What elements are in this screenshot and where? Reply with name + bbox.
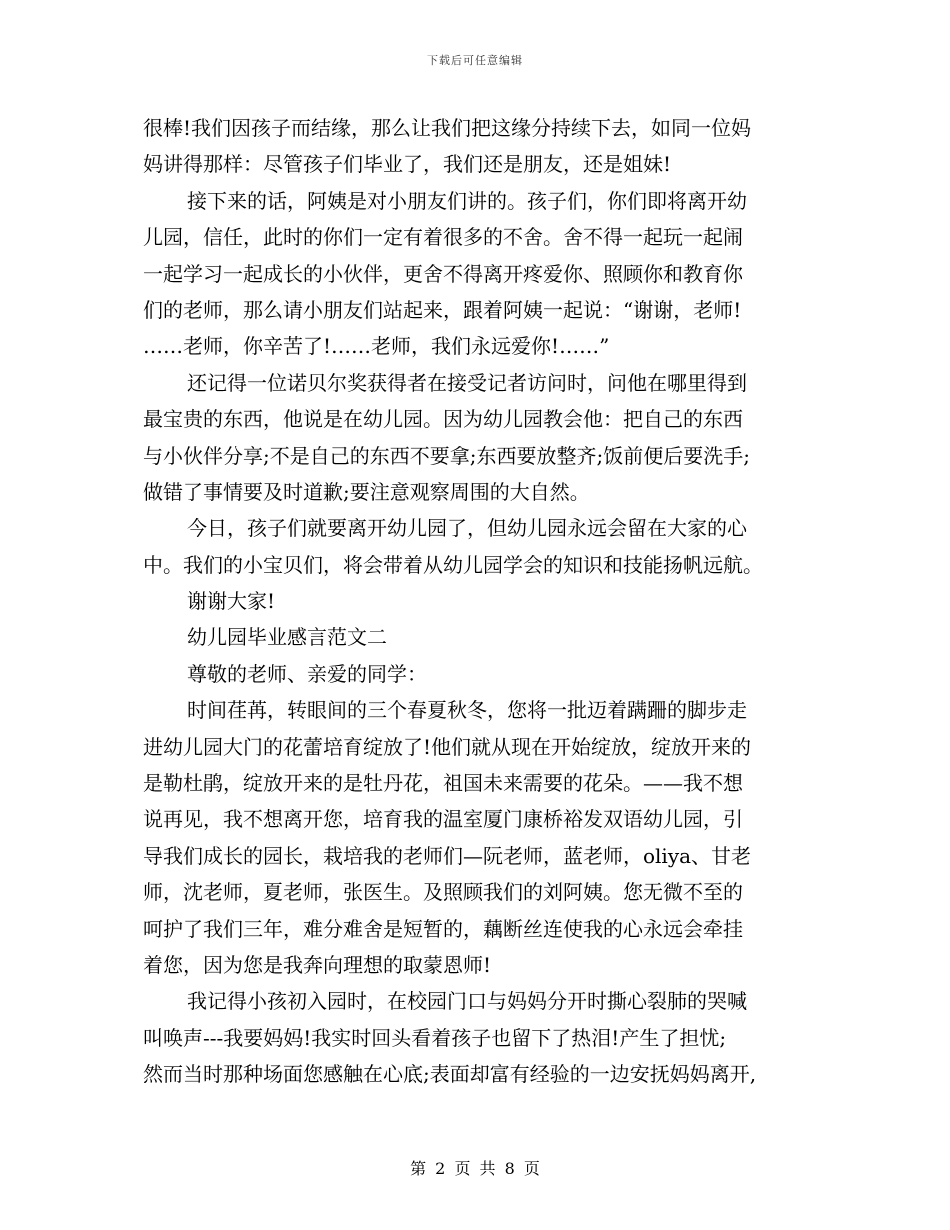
text-line: 接下来的话，阿姨是对小朋友们讲的。孩子们，你们即将离开幼 (187, 188, 747, 213)
text-line: 与小伙伴分享;不是自己的东西不要拿;东西要放整齐;饭前便后要洗手; (143, 443, 750, 468)
text-line: 我记得小孩初入园时，在校园门口与妈妈分开时撕心裂肺的哭喊 (187, 989, 747, 1014)
text-line: 叫唤声---我要妈妈!我实时回头看着孩子也留下了热泪!产生了担忧; (143, 1025, 727, 1050)
text-line: 很棒!我们因孩子而结缘，那么让我们把这缘分持续下去，如同一位妈 (143, 116, 752, 140)
text-line: 进幼儿园大门的花蕾培育绽放了!他们就从现在开始绽放，绽放开来的 (143, 734, 752, 759)
text-line: 呵护了我们三年，难分难舍是短暂的，藕断丝连使我的心永远会牵挂 (143, 916, 743, 941)
text-line: 导我们成长的园长，栽培我的老师们—阮老师，蓝老师，oliya、甘老 (143, 843, 752, 868)
text-line: 师，沈老师，夏老师，张医生。及照顾我们的刘阿姨。您无微不至的 (143, 880, 743, 905)
page-footer: 第 2 页 共 8 页 (410, 1159, 540, 1178)
text-line: 一起学习一起成长的小伙伴，更舍不得离开疼爱你、照顾你和教育你 (143, 261, 743, 286)
text-line: 妈讲得那样：尽管孩子们毕业了，我们还是朋友，还是姐妹! (143, 152, 672, 177)
text-line: 中。我们的小宝贝们，将会带着从幼儿园学会的知识和技能扬帆远航。 (143, 552, 763, 577)
text-line: 时间荏苒，转眼间的三个春夏秋冬，您将一批迈着蹒跚的脚步走 (187, 698, 747, 723)
document-body (143, 110, 809, 1093)
text-line: 幼儿园毕业感言范文二 (187, 625, 387, 650)
text-line: ……老师，你辛苦了!……老师，我们永远爱你!……” (143, 334, 610, 359)
text-line: 们的老师，那么请小朋友们站起来，跟着阿姨一起说：“谢谢，老师! (143, 297, 742, 322)
text-line: 做错了事情要及时道歉;要注意观察周围的大自然。 (143, 479, 590, 504)
text-line: 谢谢大家! (187, 589, 276, 614)
text-line: 是勒杜鹃，绽放开来的是牡丹花，祖国未来需要的花朵。——我不想 (143, 771, 743, 796)
text-line: 今日，孩子们就要离开幼儿园了，但幼儿园永远会留在大家的心 (187, 516, 747, 541)
text-line: 最宝贵的东西，他说是在幼儿园。因为幼儿园教会他：把自己的东西 (143, 407, 743, 432)
text-line: 着您，因为您是我奔向理想的取蒙恩师! (143, 952, 492, 977)
text-line: 还记得一位诺贝尔奖获得者在接受记者访问时，问他在哪里得到 (187, 370, 747, 395)
text-line: 儿园，信任，此时的你们一定有着很多的不舍。舍不得一起玩一起闹 (143, 225, 743, 250)
page-header: 下载后可任意编辑 (427, 54, 523, 67)
text-line: 说再见，我不想离开您，培育我的温室厦门康桥裕发双语幼儿园，引 (143, 807, 743, 832)
text-line: 然而当时那种场面您感触在心底;表面却富有经验的一边安抚妈妈离开, (143, 1062, 757, 1087)
text-line: 尊敬的老师、亲爱的同学： (187, 661, 427, 686)
